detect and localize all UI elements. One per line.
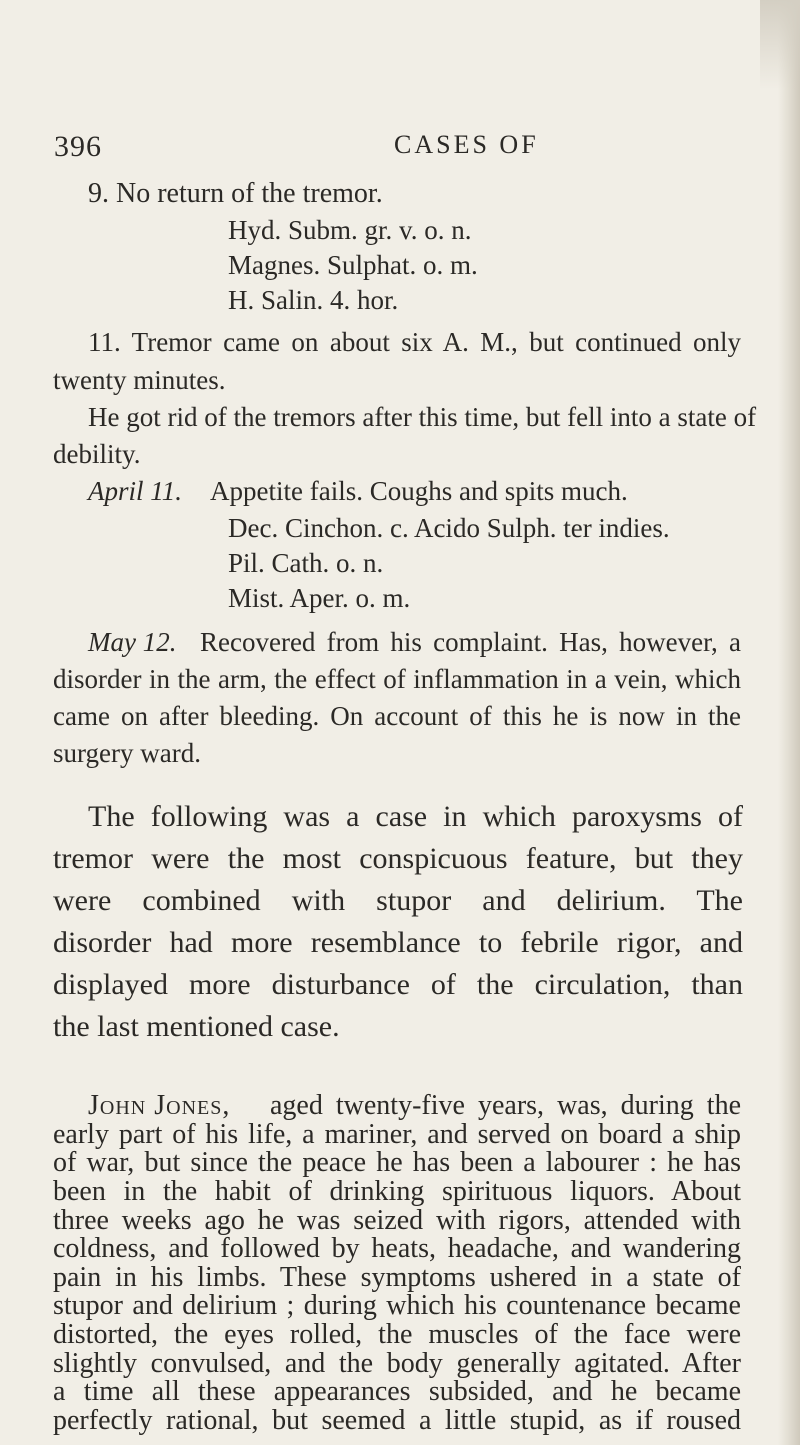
entry-11-line: He got rid of the tremors after this time, but fell into a state of (88, 402, 757, 432)
rx-line: H. Salin. 4. hor. (228, 285, 399, 315)
rx-line: Pil. Cath. o. n. (228, 548, 384, 578)
paragraph-line: displayed more disturbance of the circulation, than (53, 968, 743, 1001)
paragraph-line: been in the habit of drinking spirituous liquors. About (53, 1176, 741, 1207)
entry-text: Recovered from his complaint. Has, however, a (200, 627, 741, 657)
paragraph-line: a time all these appearances subsided, and he became (53, 1376, 741, 1407)
paragraph-line: aged twenty-five years, was, during the (270, 1090, 741, 1121)
rx-line: Hyd. Subm. gr. v. o. n. (228, 215, 472, 245)
paragraph-line: The following was a case in which paroxysms of (88, 800, 743, 833)
entry-line: disorder in the arm, the effect of inflammation in a vein, which (53, 664, 741, 694)
entry-date: May 12. (88, 627, 177, 657)
paragraph-line: stupor and delirium ; during which his countenance became (53, 1290, 741, 1321)
paragraph-line: disorder had more resemblance to febrile rigor, and (53, 926, 743, 959)
paragraph-line: early part of his life, a mariner, and served on board a ship (53, 1119, 741, 1150)
rx-line: Magnes. Sulphat. o. m. (228, 250, 478, 280)
entry-date: April 11. (88, 476, 182, 506)
paragraph-line: perfectly rational, but seemed a little stupid, as if roused (53, 1405, 741, 1436)
entry-line: came on after bleeding. On account of this he is now in the (53, 701, 741, 731)
paragraph-line: three weeks ago he was seized with rigors, attended with (53, 1205, 741, 1236)
rx-line: Mist. Aper. o. m. (228, 583, 411, 613)
paragraph-line: distorted, the eyes rolled, the muscles of the face were (53, 1319, 741, 1350)
entry-line: surgery ward. (53, 738, 201, 768)
page-header (54, 130, 740, 170)
patient-name: John Jones, (88, 1090, 231, 1121)
paragraph-line: were combined with stupor and delirium. The (53, 884, 743, 917)
running-head: CASES OF (394, 130, 539, 159)
page-number: 396 (54, 130, 102, 163)
paragraph-line: tremor were the most conspicuous feature, but they (53, 842, 743, 875)
paragraph-line: coldness, and followed by heats, headache, and wandering (53, 1233, 741, 1264)
paragraph-line: of war, but since the peace he has been a labourer : he has (53, 1147, 741, 1178)
entry-text: Appetite fails. Coughs and spits much. (210, 476, 628, 506)
rx-line: Dec. Cinchon. c. Acido Sulph. ter indies. (228, 513, 670, 543)
page-corner-shadow (760, 0, 800, 90)
paragraph-line: the last mentioned case. (53, 1010, 340, 1043)
entry-11-line: debility. (53, 439, 141, 469)
entry-9-heading: 9. No return of the tremor. (88, 178, 383, 209)
entry-11-line: twenty minutes. (53, 365, 226, 395)
entry-11-line: 11. Tremor came on about six A. M., but continued only (88, 327, 741, 357)
paragraph-line: pain in his limbs. These symptoms ushered in a state of (53, 1262, 741, 1293)
paragraph-line: slightly convulsed, and the body generally agitated. After (53, 1348, 741, 1379)
page-edge-shadow (778, 0, 800, 1445)
